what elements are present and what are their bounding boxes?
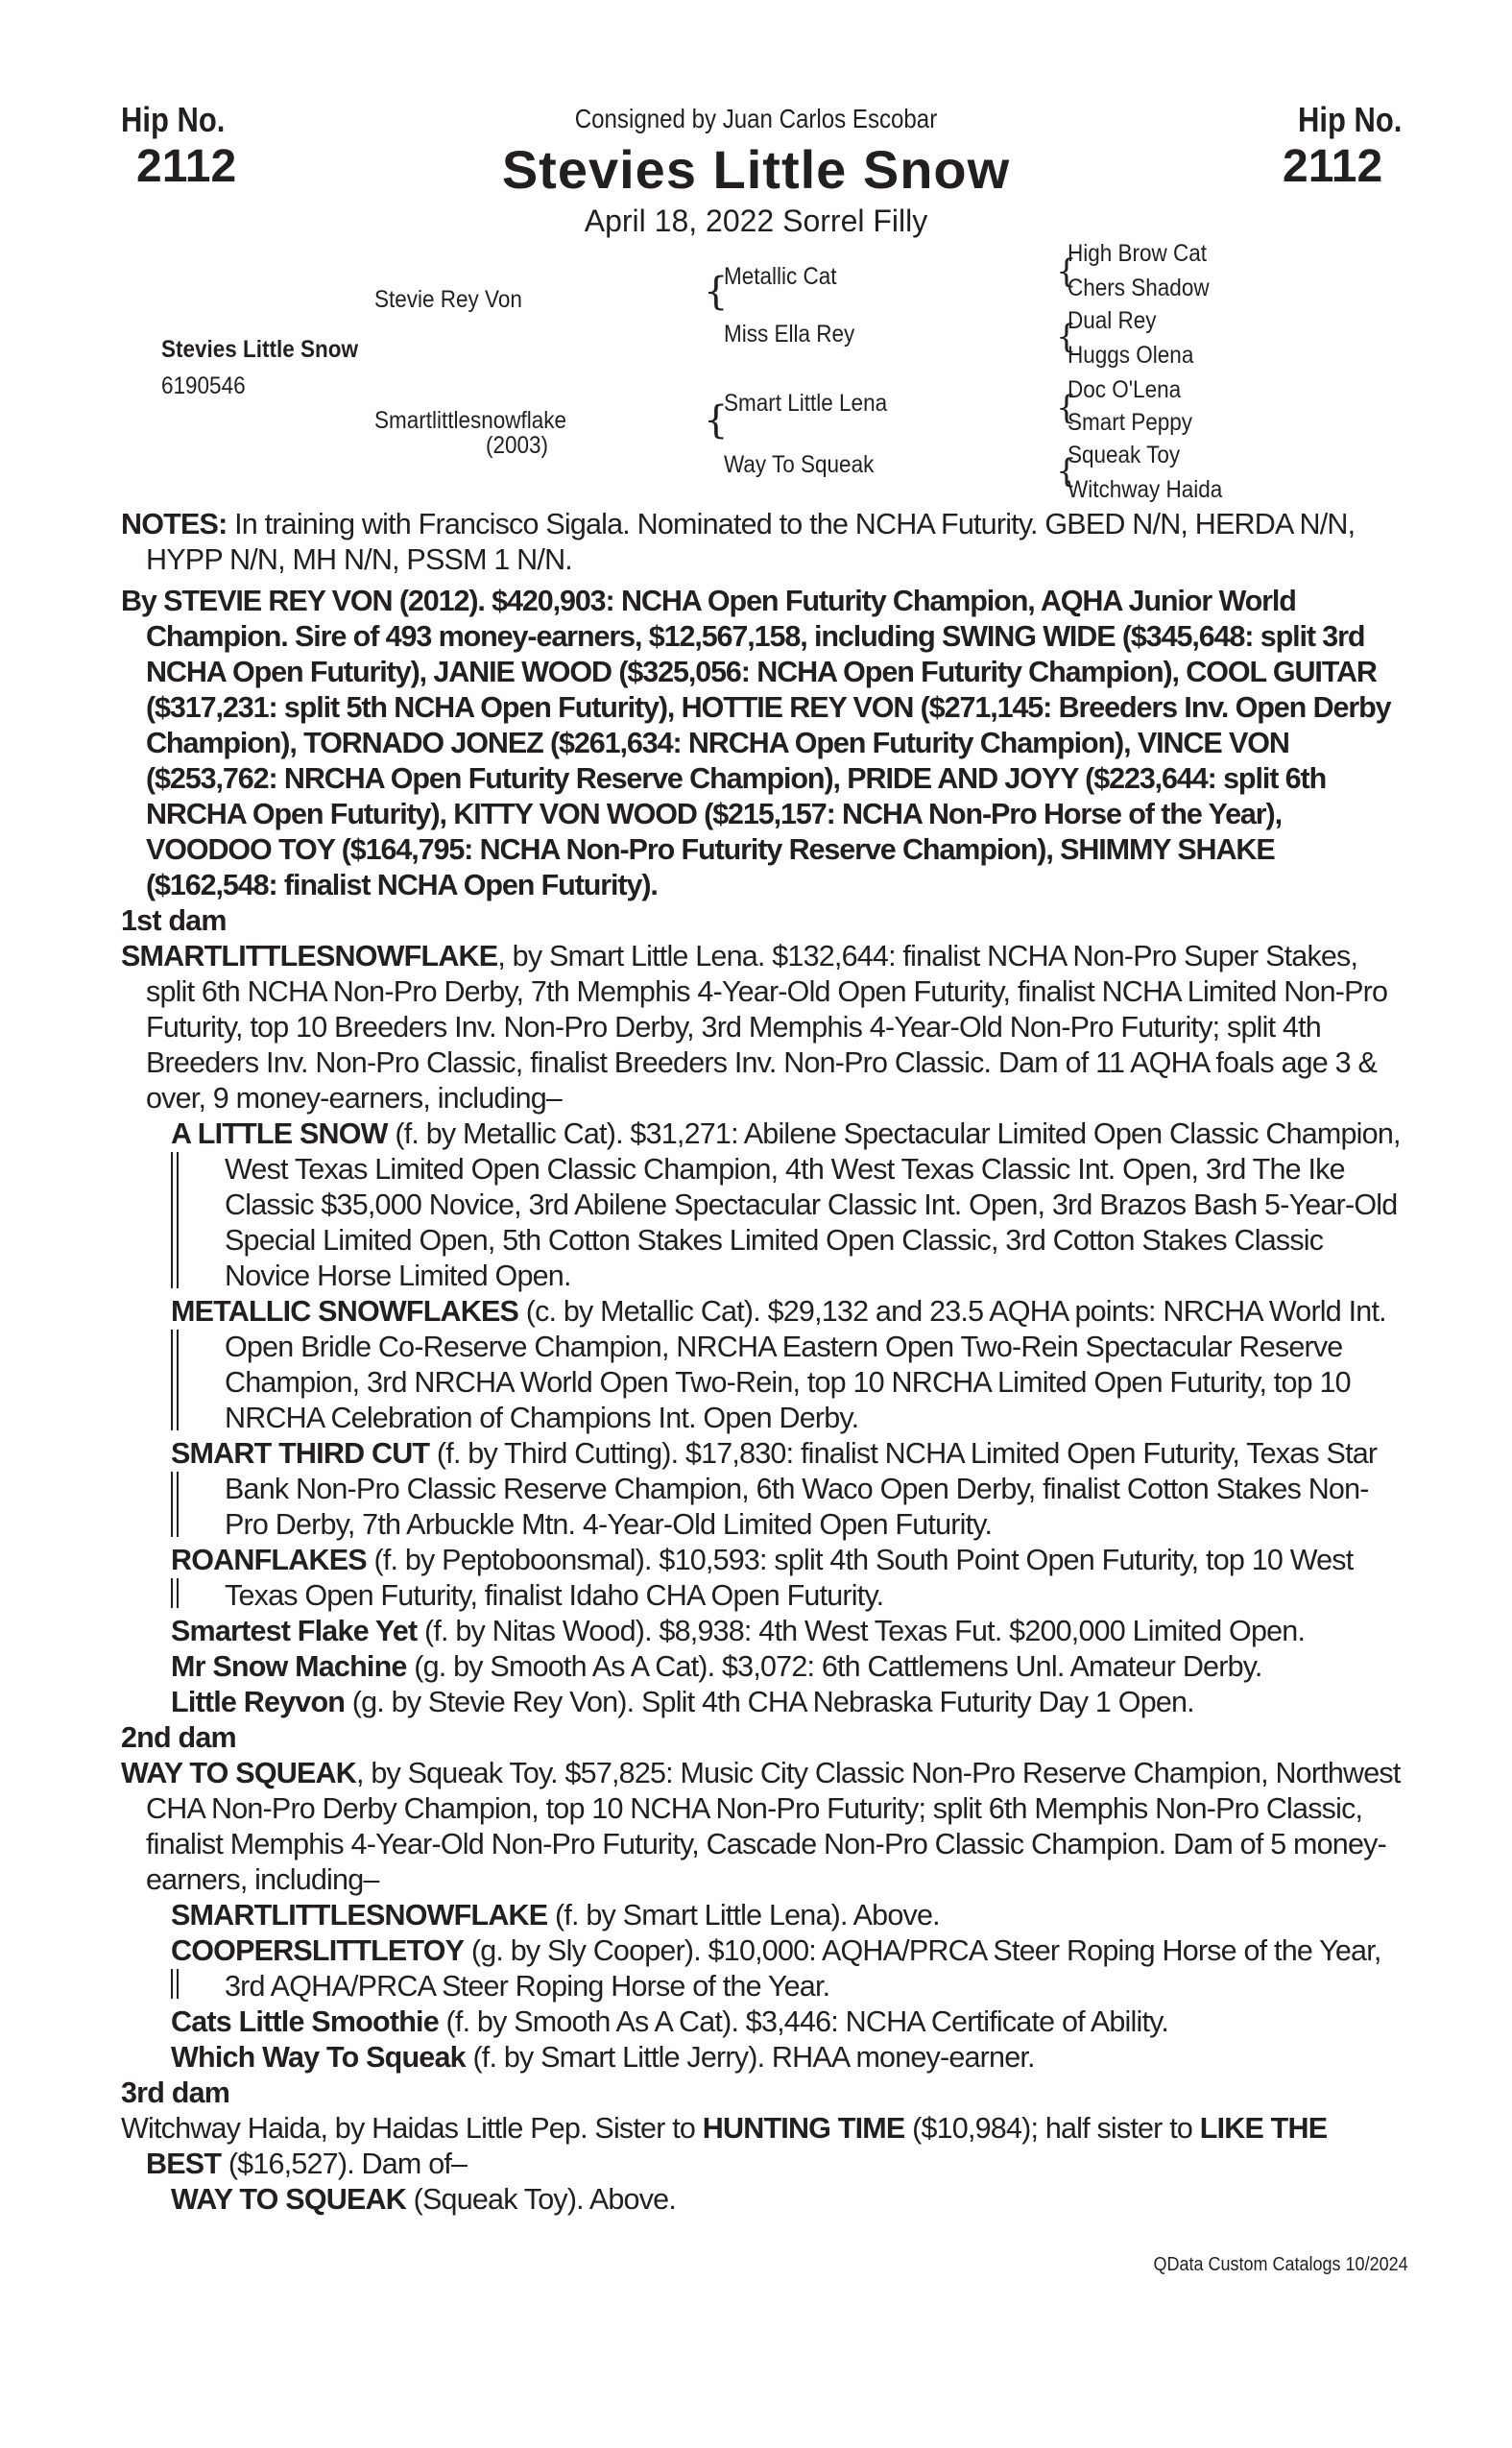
offspring-name: Mr Snow Machine <box>171 1650 407 1683</box>
first-dam-record <box>121 939 1407 1116</box>
offspring-entry <box>171 1898 1407 1933</box>
vertical-bar-icon <box>171 1969 179 1999</box>
notes-label: NOTES: <box>121 508 228 540</box>
offspring-text: (g. by Stevie Rey Von). Split 4th CHA Nebraska Futurity Day 1 Open. <box>345 1686 1194 1718</box>
pedigree-g2: Chers Shadow <box>1068 275 1210 301</box>
pedigree-g4: Huggs Olena <box>1068 342 1194 369</box>
pedigree-g3: Dual Rey <box>1068 307 1157 334</box>
brace-icon: { <box>1056 452 1077 491</box>
vertical-bar-icon <box>171 1152 179 1288</box>
offspring-entry <box>171 2004 1407 2040</box>
hip-number-right: 2112 <box>1283 141 1383 192</box>
offspring-text: (g. by Smooth As A Cat). $3,072: 6th Cattlemens Unl. Amateur Derby. <box>406 1650 1262 1683</box>
pedigree-sire-sire: Metallic Cat <box>724 263 837 290</box>
vertical-bar-icon <box>171 1330 179 1430</box>
third-dam-record <box>121 2111 1407 2182</box>
pedigree-dam-dam: Way To Squeak <box>724 451 875 478</box>
pedigree-dam-year: (2003) <box>486 432 549 459</box>
sibling-name: HUNTING TIME <box>702 2112 905 2145</box>
pedigree-dam: Smartlittlesnowflake <box>374 407 567 434</box>
offspring-text: (f. by Smart Little Jerry). RHAA money-earner. <box>465 2041 1035 2074</box>
pedigree-g7: Squeak Toy <box>1068 442 1181 468</box>
vertical-bar-icon <box>171 1578 179 1608</box>
offspring-entry <box>171 1436 1407 1543</box>
pedigree-g6: Smart Peppy <box>1068 409 1193 436</box>
vertical-bar-icon <box>171 1472 179 1537</box>
brace-icon: { <box>1056 389 1077 427</box>
offspring-entry <box>171 1685 1407 1720</box>
hip-label-left: Hip No. <box>121 100 226 139</box>
brace-icon: { <box>1056 318 1077 356</box>
offspring-text: (Squeak Toy). Above. <box>405 2183 677 2216</box>
pedigree-dam-sire: Smart Little Lena <box>724 390 888 417</box>
offspring-name: COOPERSLITTLETOY <box>171 1934 465 1967</box>
offspring-entry <box>171 1649 1407 1685</box>
third-dam-text: Witchway Haida, by Haidas Little Pep. Sister to <box>121 2112 703 2145</box>
offspring-name: WAY TO SQUEAK <box>171 2183 406 2216</box>
offspring-text: (f. by Nitas Wood). $8,938: 4th West Texas Fut. $200,000 Limited Open. <box>417 1615 1306 1647</box>
offspring-entry <box>171 1933 1407 2004</box>
first-dam-heading: 1st dam <box>121 904 227 937</box>
pedigree-sire: Stevie Rey Von <box>374 286 522 313</box>
brace-icon: { <box>704 270 729 314</box>
second-dam-heading: 2nd dam <box>121 1721 236 1754</box>
offspring-name: METALLIC SNOWFLAKES <box>171 1295 519 1328</box>
pedigree-name: Stevies Little Snow <box>161 336 359 363</box>
hip-number-left: 2112 <box>136 141 237 192</box>
notes <box>121 507 1407 578</box>
offspring-name: Which Way To Squeak <box>171 2041 466 2074</box>
hip-label-right: Hip No. <box>1298 100 1403 139</box>
offspring-entry <box>171 1543 1407 1614</box>
foaling-info: April 18, 2022 Sorrel Filly <box>584 204 928 238</box>
sire-record: By STEVIE REY VON (2012). $420,903: NCHA Open Futurity Champion, AQHA Junior World Champion. Sire of 493 money-earners, $12,567,158, including SWING WIDE ($345,648: split 3rd NCHA Open Futurity), JANIE WOOD ($325,056: NCHA Open Futurity Champion), COOL GUITAR ($317,231: split 5th NCHA Open Futurity), HOTTIE REY VON ($271,145: Breeders Inv. Open Derby Champion), TORNADO JONEZ ($261,634: NRCHA Open Futurity Champion), VINCE VON ($253,762: NRCHA Open Futurity Reserve Champion), PRIDE AND JOYY ($223,644: split 6th NRCHA Open Futurity), KITTY VON WOOD ($215,157: NCHA Non-Pro Horse of the Year), VOODOO TOY ($164,795: NCHA Non-Pro Futurity Reserve Champion), SHIMMY SHAKE ($162,548: finalist NCHA Open Futurity). <box>121 585 1391 901</box>
pedigree-sire-dam: Miss Ella Rey <box>724 321 855 348</box>
first-dam-text: , by Smart Little Lena. $132,644: finalist NCHA Non-Pro Super Stakes, split 6th NCHA Non-Pro Derby, 7th Memphis 4-Year-Old Open Futurity, finalist NCHA Limited Non-Pro Futurity, top 10 Breeders Inv. Non-Pro Derby, 3rd Memphis 4-Year-Old Non-Pro Futurity; split 4th Breeders Inv. Non-Pro Classic, finalist Breeders Inv. Non-Pro Classic. Dam of 11 AQHA foals age 3 & over, 9 money-earners, including– <box>146 940 1388 1115</box>
first-dam-name: SMARTLITTLESNOWFLAKE <box>121 940 498 972</box>
offspring-entry <box>171 1294 1407 1436</box>
offspring-text: (c. by Metallic Cat). $29,132 and 23.5 AQHA points: NRCHA World Int. Open Bridle Co-Reserve Champion, NRCHA Eastern Open Two-Rein Spectacular Reserve Champion, 3rd NRCHA World Open Two-Rein, top 10 NRCHA Limited Open Futurity, top 10 NRCHA Celebration of Champions Int. Open Derby. <box>225 1295 1386 1434</box>
pedigree-reg-number: 6190546 <box>161 372 246 399</box>
sibling-name: LIKE THE BEST <box>146 2112 1328 2180</box>
offspring-text: (f. by Third Cutting). $17,830: finalist NCHA Limited Open Futurity, Texas Star Bank Non-Pro Classic Reserve Champion, 6th Waco Open Derby, finalist Cotton Stakes Non-Pro Derby, 7th Arbuckle Mtn. 4-Year-Old Limited Open Futurity. <box>225 1437 1378 1541</box>
offspring-name: Smartest Flake Yet <box>171 1615 418 1647</box>
footer-credit: QData Custom Catalogs 10/2024 <box>1153 2254 1408 2275</box>
offspring-entry <box>171 2040 1407 2076</box>
pedigree-g1: High Brow Cat <box>1068 240 1208 267</box>
offspring-name: SMART THIRD CUT <box>171 1437 430 1470</box>
notes-text: In training with Francisco Sigala. Nominated to the NCHA Futurity. GBED N/N, HERDA N/N, HYPP N/N, MH N/N, PSSM 1 N/N. <box>146 508 1356 576</box>
third-dam-text: ($10,984); half sister to <box>904 2112 1200 2145</box>
offspring-name: ROANFLAKES <box>171 1544 367 1576</box>
catalog-body <box>121 507 1407 2218</box>
offspring-name: SMARTLITTLESNOWFLAKE <box>171 1899 548 1932</box>
pedigree-g5: Doc O'Lena <box>1068 376 1182 403</box>
second-dam-record <box>121 1756 1407 1898</box>
consignor: Consigned by Juan Carlos Escobar <box>574 104 938 133</box>
offspring-text: (f. by Peptoboonsmal). $10,593: split 4th South Point Open Futurity, top 10 West Texas Open Futurity, finalist Idaho CHA Open Futurity. <box>225 1544 1354 1612</box>
second-dam-text: , by Squeak Toy. $57,825: Music City Classic Non-Pro Reserve Champion, Northwest CHA Non-Pro Derby Champion, top 10 NCHA Non-Pro Futurity; split 6th Memphis Non-Pro Classic, finalist Memphis 4-Year-Old Non-Pro Futurity, Cascade Non-Pro Classic Champion. Dam of 5 money-earners, including– <box>146 1757 1401 1896</box>
offspring-text: (f. by Metallic Cat). $31,271: Abilene Spectacular Limited Open Classic Champion, West Texas Limited Open Classic Champion, 4th West Texas Classic Int. Open, 3rd The Ike Classic $35,000 Novice, 3rd Abilene Spectacular Classic Int. Open, 3rd Brazos Bash 5-Year-Old Special Limited Open, 5th Cotton Stakes Limited Open Classic, 3rd Cotton Stakes Classic Novice Horse Limited Open. <box>225 1117 1401 1292</box>
third-dam-text: ($16,527). Dam of– <box>221 2148 468 2180</box>
offspring-entry <box>171 1116 1407 1294</box>
horse-name: Stevies Little Snow <box>501 139 1011 200</box>
offspring-text: (g. by Sly Cooper). $10,000: AQHA/PRCA Steer Roping Horse of the Year, 3rd AQHA/PRCA Steer Roping Horse of the Year. <box>225 1934 1381 2003</box>
third-dam-heading: 3rd dam <box>121 2076 230 2109</box>
second-dam-name: WAY TO SQUEAK <box>121 1757 356 1789</box>
brace-icon: { <box>704 398 729 443</box>
offspring-entry <box>171 1614 1407 1649</box>
offspring-name: Little Reyvon <box>171 1686 346 1718</box>
brace-icon: { <box>1056 252 1077 291</box>
offspring-text: (f. by Smooth As A Cat). $3,446: NCHA Certificate of Ability. <box>438 2005 1168 2038</box>
offspring-entry <box>171 2182 1407 2218</box>
offspring-name: A LITTLE SNOW <box>171 1117 388 1150</box>
pedigree-g8: Witchway Haida <box>1068 476 1223 503</box>
offspring-name: Cats Little Smoothie <box>171 2005 439 2038</box>
offspring-text: (f. by Smart Little Lena). Above. <box>547 1899 940 1932</box>
